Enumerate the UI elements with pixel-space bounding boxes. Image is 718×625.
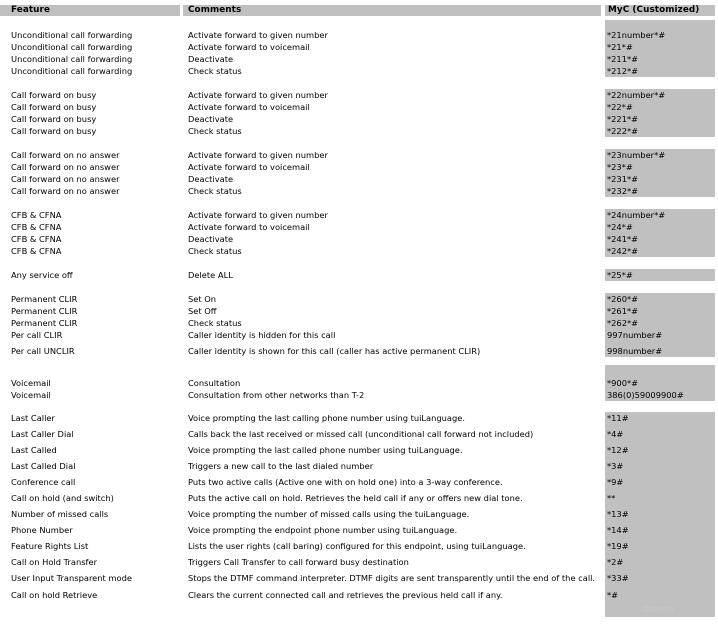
comment-cell: Caller identity is shown for this call (caller has active permanent CLIR) xyxy=(188,346,481,356)
feature-cell: Last Caller xyxy=(11,413,55,423)
code-cell: *222*# xyxy=(607,126,639,136)
header-myc: MyC (Customized) xyxy=(608,5,700,15)
comment-cell: Activate forward to given number xyxy=(188,210,328,220)
feature-cell: Call on hold Retrieve xyxy=(11,590,98,600)
feature-cell: Permanent CLIR xyxy=(11,306,78,316)
table-row xyxy=(0,221,718,233)
table-row xyxy=(0,53,718,65)
comment-cell: Activate forward to given number xyxy=(188,150,328,160)
feature-cell: Call forward on no answer xyxy=(11,150,120,160)
feature-cell: Last Caller Dial xyxy=(11,429,74,439)
code-cell: *19# xyxy=(607,541,629,551)
feature-cell: Call on Hold Transfer xyxy=(11,557,97,567)
feature-cell: Call forward on no answer xyxy=(11,174,120,184)
code-cell: *221*# xyxy=(607,114,639,124)
code-cell: *12# xyxy=(607,445,629,455)
table-row xyxy=(0,173,718,185)
code-cell: *23number*# xyxy=(607,150,666,160)
table-row xyxy=(0,492,718,504)
feature-cell: Unconditional call forwarding xyxy=(11,54,133,64)
feature-cell: CFB & CFNA xyxy=(11,246,62,256)
code-cell: *21*# xyxy=(607,42,633,52)
feature-cell: Phone Number xyxy=(11,525,73,535)
feature-cell: Call forward on busy xyxy=(11,102,97,112)
code-cell: *231*# xyxy=(607,174,639,184)
feature-cell: CFB & CFNA xyxy=(11,210,62,220)
code-cell: *242*# xyxy=(607,246,639,256)
comment-cell: Voice prompting the last calling phone number using tuiLanguage. xyxy=(188,413,466,423)
table-row xyxy=(0,329,718,341)
table-row xyxy=(0,233,718,245)
code-cell: *232*# xyxy=(607,186,639,196)
table-row xyxy=(0,65,718,77)
feature-cell: Permanent CLIR xyxy=(11,318,78,328)
table-row xyxy=(0,444,718,456)
code-cell: *4# xyxy=(607,429,624,439)
feature-cell: Any service off xyxy=(11,270,73,280)
table-row xyxy=(0,428,718,440)
table-row xyxy=(0,508,718,520)
comment-cell: Voice prompting the last called phone number using tuiLanguage. xyxy=(188,445,463,455)
table-row xyxy=(0,377,718,389)
header-myc-cell xyxy=(605,5,715,16)
comment-cell: Activate forward to voicemail xyxy=(188,102,310,112)
feature-cell: Voicemail xyxy=(11,390,51,400)
feature-cell: User Input Transparent mode xyxy=(11,573,132,583)
comment-cell: Consultation from other networks than T-2 xyxy=(188,390,365,400)
table-row xyxy=(0,113,718,125)
comment-cell: Activate forward to voicemail xyxy=(188,222,310,232)
feature-cell: Voicemail xyxy=(11,378,51,388)
comment-cell: Triggers a new call to the last dialed number xyxy=(188,461,374,471)
feature-cell: Conference call xyxy=(11,477,76,487)
code-cell: *212*# xyxy=(607,66,639,76)
feature-cell: Permanent CLIR xyxy=(11,294,78,304)
table-row xyxy=(0,41,718,53)
comment-cell: Activate forward to given number xyxy=(188,90,328,100)
code-cell: *24*# xyxy=(607,222,633,232)
table-row xyxy=(0,589,718,601)
table-row xyxy=(0,101,718,113)
table-row xyxy=(0,185,718,197)
code-cell: *24number*# xyxy=(607,210,666,220)
comment-cell: Triggers Call Transfer to call forward busy destination xyxy=(188,557,409,567)
table-row xyxy=(0,345,718,357)
watermark-logo: slotech xyxy=(641,605,674,615)
comment-cell: Consultation xyxy=(188,378,241,388)
code-cell: *262*# xyxy=(607,318,639,328)
header-feature: Feature xyxy=(11,5,51,15)
code-cell: *260*# xyxy=(607,294,639,304)
table-row xyxy=(0,460,718,472)
code-cell: ** xyxy=(607,493,616,503)
table-row xyxy=(0,89,718,101)
header-comments: Comments xyxy=(188,5,242,15)
comment-cell: Puts two active calls (Active one with on hold one) into a 3-way conference. xyxy=(188,477,503,487)
table-row xyxy=(0,29,718,41)
table-row xyxy=(0,540,718,552)
table-row xyxy=(0,412,718,424)
code-cell: *261*# xyxy=(607,306,639,316)
feature-cell: Call on hold (and switch) xyxy=(11,493,114,503)
comment-cell: Puts the active call on hold. Retrieves the held call if any or offers new dial tone. xyxy=(188,493,523,503)
comment-cell: Check status xyxy=(188,246,242,256)
comment-cell: Stops the DTMF command interpreter. DTMF digits are sent transparently until the end of the call. xyxy=(188,573,596,583)
comment-cell: Deactivate xyxy=(188,114,234,124)
table-row xyxy=(0,209,718,221)
code-cell: *21number*# xyxy=(607,30,666,40)
feature-cell: Last Called xyxy=(11,445,57,455)
feature-cell: Feature Rights List xyxy=(11,541,89,551)
feature-cell: Call forward on busy xyxy=(11,90,97,100)
table-row xyxy=(0,269,718,281)
feature-cell: CFB & CFNA xyxy=(11,234,62,244)
code-cell: *14# xyxy=(607,525,629,535)
table-row xyxy=(0,161,718,173)
table-row xyxy=(0,293,718,305)
code-cell: *211*# xyxy=(607,54,639,64)
feature-cell: Call forward on no answer xyxy=(11,186,120,196)
header-feature-cell xyxy=(0,5,180,16)
feature-cell: Unconditional call forwarding xyxy=(11,66,133,76)
feature-cell: Last Called Dial xyxy=(11,461,76,471)
feature-cell: Call forward on no answer xyxy=(11,162,120,172)
code-cell: *22number*# xyxy=(607,90,666,100)
code-cell: *2# xyxy=(607,557,624,567)
code-cell: *# xyxy=(607,590,619,600)
table-row xyxy=(0,476,718,488)
comment-cell: Calls back the last received or missed call (unconditional call forward not included) xyxy=(188,429,534,439)
comment-cell: Set On xyxy=(188,294,217,304)
comment-cell: Check status xyxy=(188,126,242,136)
comment-cell: Deactivate xyxy=(188,54,234,64)
code-cell: *22*# xyxy=(607,102,633,112)
table-row xyxy=(0,572,718,584)
code-cell: *11# xyxy=(607,413,629,423)
table-row xyxy=(0,245,718,257)
comment-cell: Clears the current connected call and retrieves the previous held call if any. xyxy=(188,590,503,600)
table-row xyxy=(0,305,718,317)
comment-cell: Lists the user rights (call baring) configured for this endpoint, using tuiLanguage. xyxy=(188,541,526,551)
table-row xyxy=(0,389,718,401)
code-cell: *900*# xyxy=(607,378,639,388)
table-row xyxy=(0,125,718,137)
comment-cell: Activate forward to voicemail xyxy=(188,42,310,52)
feature-cell: Unconditional call forwarding xyxy=(11,42,133,52)
comment-cell: Deactivate xyxy=(188,234,234,244)
code-cell: 386(0)59009900# xyxy=(607,390,684,400)
code-cell: 998number# xyxy=(607,346,663,356)
comment-cell: Deactivate xyxy=(188,174,234,184)
feature-cell: Unconditional call forwarding xyxy=(11,30,133,40)
code-cell: *241*# xyxy=(607,234,639,244)
table-row xyxy=(0,556,718,568)
comment-cell: Check status xyxy=(188,186,242,196)
table-row xyxy=(0,149,718,161)
comment-cell: Voice prompting the number of missed calls using the tuiLanguage. xyxy=(188,509,470,519)
comment-cell: Caller identity is hidden for this call xyxy=(188,330,336,340)
feature-cell: Per call CLIR xyxy=(11,330,63,340)
feature-cell: Call forward on busy xyxy=(11,126,97,136)
comment-cell: Check status xyxy=(188,66,242,76)
code-cell: *13# xyxy=(607,509,629,519)
feature-cell: CFB & CFNA xyxy=(11,222,62,232)
comment-cell: Check status xyxy=(188,318,242,328)
comment-cell: Voice prompting the endpoint phone number using tuiLanguage. xyxy=(188,525,458,535)
comment-cell: Activate forward to given number xyxy=(188,30,328,40)
feature-cell: Number of missed calls xyxy=(11,509,109,519)
header-comments-cell xyxy=(183,5,601,16)
table-row xyxy=(0,317,718,329)
feature-cell: Call forward on busy xyxy=(11,114,97,124)
code-cell: *3# xyxy=(607,461,624,471)
comment-cell: Activate forward to voicemail xyxy=(188,162,310,172)
table-row xyxy=(0,524,718,536)
code-cell: 997number# xyxy=(607,330,663,340)
code-cell: *23*# xyxy=(607,162,633,172)
code-cell: *33# xyxy=(607,573,629,583)
code-cell: *25*# xyxy=(607,270,633,280)
comment-cell: Set Off xyxy=(188,306,217,316)
code-cell: *9# xyxy=(607,477,624,487)
comment-cell: Delete ALL xyxy=(188,270,233,280)
feature-cell: Per call UNCLIR xyxy=(11,346,75,356)
